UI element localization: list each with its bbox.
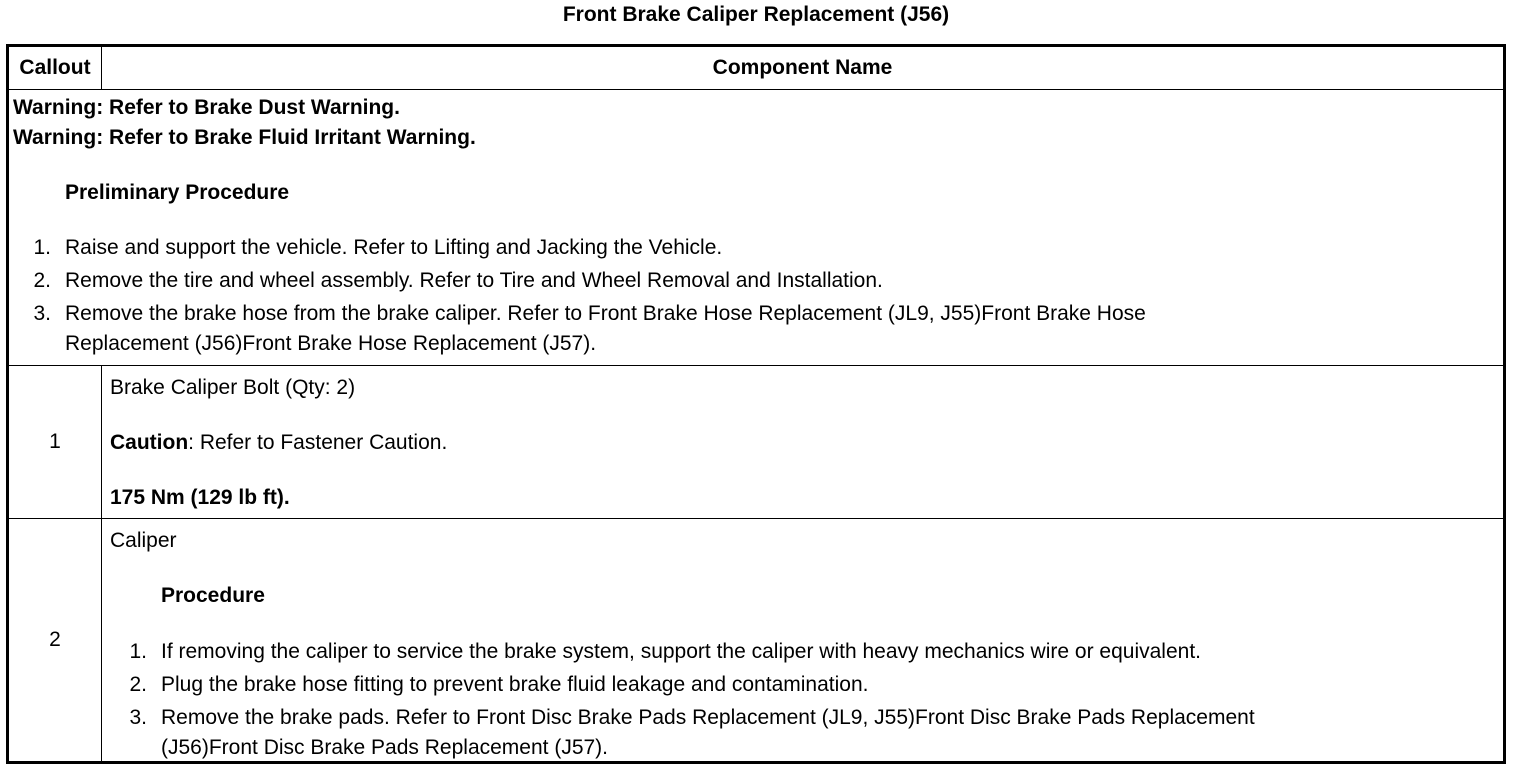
step-number: 3. xyxy=(33,302,51,325)
step-text: Remove the tire and wheel assembly. Refer to Tire and Wheel Removal and Installation. xyxy=(65,269,883,292)
page-title: Front Brake Caliper Replacement (J56) xyxy=(562,3,950,26)
table-row xyxy=(9,366,1503,519)
component-name: Caliper xyxy=(110,529,177,552)
step-text: Raise and support the vehicle. Refer to Lifting and Jacking the Vehicle. xyxy=(65,236,723,259)
caution-text: : Refer to Fastener Caution. xyxy=(188,431,448,454)
step-text: Plug the brake hose fitting to prevent brake fluid leakage and contamination. xyxy=(161,673,869,696)
step-text: Remove the brake hose from the brake caliper. Refer to Front Brake Hose Replacement (JL9, J55)Front Brake Hose xyxy=(65,302,1146,325)
step-number: 1. xyxy=(129,640,147,663)
list-item xyxy=(105,637,1503,667)
step-text-continued: Replacement (J56)Front Brake Hose Replacement (J57). xyxy=(65,332,597,355)
callout-number: 2 xyxy=(9,519,102,761)
component-table xyxy=(6,44,1506,764)
callout-number: 1 xyxy=(9,366,102,518)
list-item xyxy=(105,670,1503,700)
torque-spec: 175 Nm (129 lb ft). xyxy=(110,486,290,509)
step-number: 1. xyxy=(33,236,51,259)
table-row xyxy=(9,519,1503,761)
step-text: Remove the brake pads. Refer to Front Disc Brake Pads Replacement (JL9, J55)Front Disc Brake Pads Replacement xyxy=(161,706,1255,729)
step-number: 2. xyxy=(129,673,147,696)
list-item xyxy=(105,703,1503,763)
list-item xyxy=(9,233,1503,263)
table-header xyxy=(9,47,1503,90)
step-number: 3. xyxy=(129,706,147,729)
preliminary-block xyxy=(9,90,1503,366)
header-component-name: Component Name xyxy=(712,56,893,79)
component-name: Brake Caliper Bolt (Qty: 2) xyxy=(110,376,356,399)
list-item xyxy=(9,299,1503,359)
list-item xyxy=(9,266,1503,296)
header-callout: Callout xyxy=(9,47,102,89)
step-text-continued: (J56)Front Disc Brake Pads Replacement (J57). xyxy=(161,736,608,759)
step-text: If removing the caliper to service the brake system, support the caliper with heavy mechanics wire or equivalent. xyxy=(161,640,1201,663)
warning-brake-fluid: Warning: Refer to Brake Fluid Irritant Warning. xyxy=(13,126,476,149)
caution-note xyxy=(110,429,447,457)
preliminary-heading: Preliminary Procedure xyxy=(65,181,290,204)
step-number: 2. xyxy=(33,269,51,292)
procedure-heading: Procedure xyxy=(161,584,265,607)
warning-brake-dust: Warning: Refer to Brake Dust Warning. xyxy=(13,96,400,119)
caution-label: Caution xyxy=(110,431,189,454)
